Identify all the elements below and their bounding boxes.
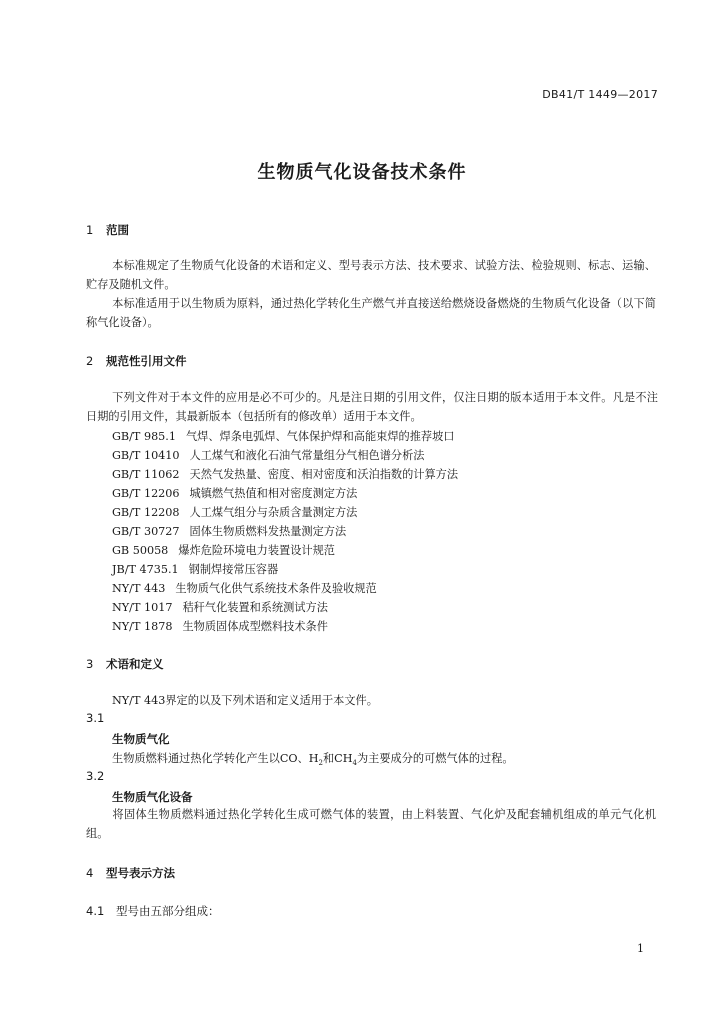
reference-code: GB/T 12206: [112, 487, 180, 500]
reference-item: [112, 504, 357, 520]
section-heading-references: [86, 353, 187, 369]
scope-paragraph-2: 本标准适用于以生物质为原料，通过热化学转化生产燃气并直接送给燃烧设备燃烧的生物质气化设备（以下简称气化设备）。: [86, 297, 656, 329]
reference-item: [112, 542, 335, 558]
reference-title: 钢制焊接常压容器: [188, 563, 279, 576]
standard-code: DB41/T 1449—2017: [542, 88, 658, 101]
term-name: 生物质气化设备: [112, 790, 193, 804]
section-number: 4: [86, 866, 94, 880]
section-number: 2: [86, 354, 94, 368]
section-title: 型号表示方法: [106, 866, 175, 880]
section-title: 范围: [106, 223, 129, 237]
reference-code: NY/T 1017: [112, 601, 173, 614]
section-heading-model: [86, 865, 175, 881]
reference-title: 人工煤气和液化石油气常量组分气相色谱分析法: [189, 449, 425, 462]
reference-title: 天然气发热量、密度、相对密度和沃泊指数的计算方法: [189, 468, 459, 481]
term-definition: 生物质燃料通过热化学转化产生以CO、$H_2$和$CH_4$为主要成分的可燃气体的过程。: [112, 752, 514, 768]
reference-code: GB/T 985.1: [112, 430, 176, 443]
page-number: 1: [637, 942, 644, 955]
term-number: 3.1: [86, 711, 105, 725]
reference-code: JB/T 4735.1: [112, 563, 179, 576]
reference-item: [112, 466, 458, 482]
term-number: 3.2: [86, 769, 105, 783]
term-definition: 将固体生物质燃料通过热化学转化生成可燃气体的装置，由上料装置、气化炉及配套辅机组成的单元气化机组。: [86, 808, 656, 840]
reference-code: NY/T 1878: [112, 620, 173, 633]
reference-item: [112, 599, 328, 615]
reference-code: GB/T 10410: [112, 449, 180, 462]
reference-item: [112, 447, 425, 463]
reference-code: GB 50058: [112, 544, 169, 557]
subsection-number: 4.1: [86, 904, 105, 918]
references-intro: 下列文件对于本文件的应用是必不可少的。凡是注日期的引用文件，仅注日期的版本适用于本文件。凡是不注日期的引用文件，其最新版本（包括所有的修改单）适用于本文件。: [86, 391, 658, 423]
reference-code: GB/T 12208: [112, 506, 180, 519]
reference-item: [112, 618, 328, 634]
reference-title: 城镇燃气热值和相对密度测定方法: [189, 487, 358, 500]
section-title: 术语和定义: [106, 657, 164, 671]
section-number: 3: [86, 657, 94, 671]
reference-title: 生物质固体成型燃料技术条件: [182, 620, 328, 633]
subsection-title: 型号由五部分组成：: [116, 904, 220, 918]
reference-code: GB/T 30727: [112, 525, 180, 538]
reference-item: [112, 428, 455, 444]
terms-intro: NY/T 443界定的以及下列术语和定义适用于本文件。: [112, 694, 378, 707]
section-heading-scope: [86, 222, 129, 238]
reference-title: 爆炸危险环境电力装置设计规范: [178, 544, 335, 557]
reference-code: GB/T 11062: [112, 468, 180, 481]
term-name: 生物质气化: [112, 732, 170, 746]
reference-code: NY/T 443: [112, 582, 166, 595]
reference-item: [112, 561, 278, 577]
reference-title: 生物质气化供气系统技术条件及验收规范: [175, 582, 377, 595]
section-title: 规范性引用文件: [106, 354, 187, 368]
reference-title: 秸秆气化装置和系统测试方法: [182, 601, 328, 614]
reference-item: [112, 523, 346, 539]
subsection-heading: [86, 903, 220, 919]
section-heading-terms: [86, 656, 164, 672]
reference-item: [112, 485, 357, 501]
reference-title: 固体生物质燃料发热量测定方法: [189, 525, 347, 538]
reference-item: [112, 580, 377, 596]
reference-title: 气焊、焊条电弧焊、气体保护焊和高能束焊的推荐坡口: [185, 430, 455, 443]
scope-paragraph-1: 本标准规定了生物质气化设备的术语和定义、型号表示方法、技术要求、试验方法、检验规则、标志、运输、贮存及随机文件。: [86, 259, 656, 291]
section-number: 1: [86, 223, 94, 237]
reference-title: 人工煤气组分与杂质含量测定方法: [189, 506, 358, 519]
document-title: 生物质气化设备技术条件: [257, 162, 467, 183]
